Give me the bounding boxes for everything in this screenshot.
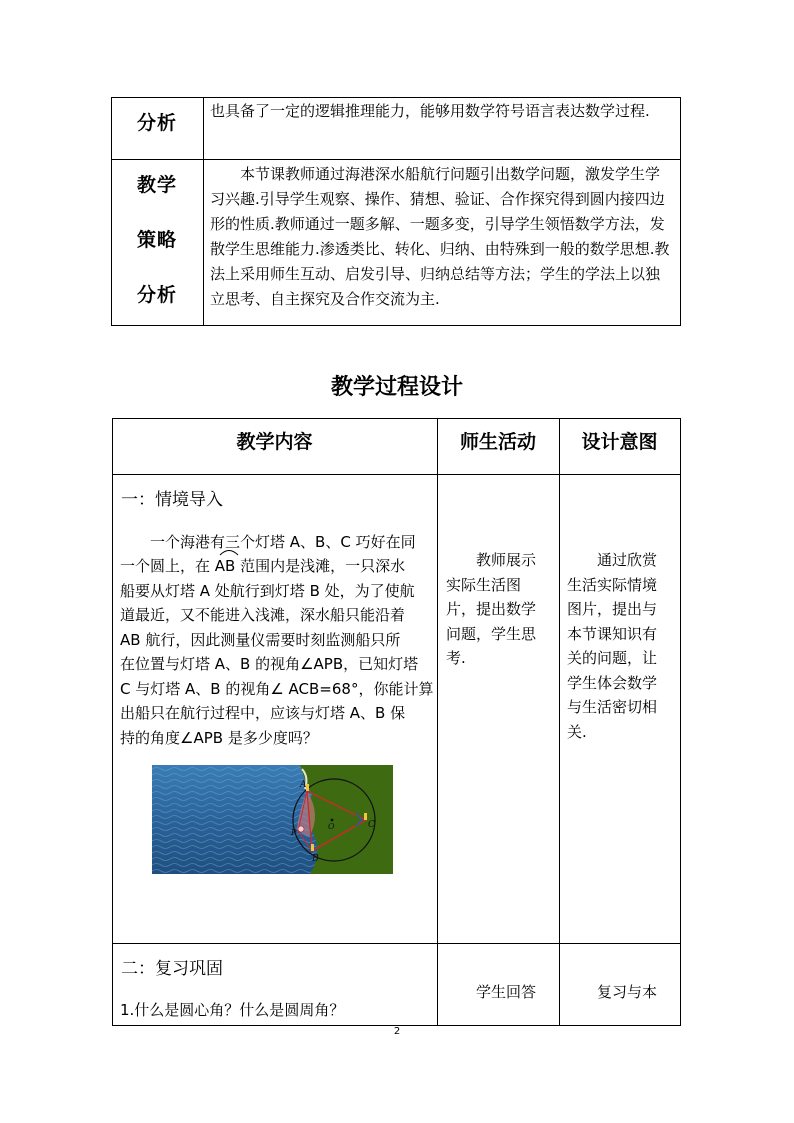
- problem-line: 一个圆上，在 AB 范围内是浅滩，一只深水: [120, 557, 406, 575]
- row-text-strategy: 本节课教师通过海港深水船航行问题引出数学问题，激发学生学习兴趣.引导学生观察、操作、猜想、验证、合作探究得到圆内接四边形的性质.教师通过一题多解、一题多变，引导学生领悟数学方法，发散学生思维能力.渗透类比、转化、归纳、由特殊到一般的数学思想.教法上采用师生互动、启发引导、归纳总结等方法；学生的学法上以独立思考、自主探究及合作交流为主.: [210, 165, 670, 308]
- intent-line: 图片，提出与: [567, 600, 658, 618]
- problem-line: 持的角度∠APB 是多少度吗？: [120, 729, 318, 747]
- header-activity: 师生活动: [459, 431, 536, 453]
- row-label-strategy-3: 分析: [137, 284, 178, 306]
- label-b: B: [312, 854, 319, 864]
- label-o: O: [328, 822, 335, 831]
- problem-line: 一个海港有三个灯塔 A、B、C 巧好在同: [150, 533, 416, 551]
- problem-line: AB 航行，因此测量仪需要时刻监测船只所: [120, 631, 401, 649]
- label-a: A: [300, 780, 307, 790]
- part2-activity: 学生回答: [476, 983, 537, 1001]
- intent-line: 通过欣赏: [597, 551, 658, 569]
- header-content: 教学内容: [236, 431, 313, 453]
- page-number: 2: [393, 1026, 401, 1037]
- intent-line: 关.: [567, 723, 587, 741]
- activity-line: 实际生活图: [446, 576, 522, 594]
- problem-line: 出船只在航行过程中，应该与灯塔 A、B 保: [120, 704, 406, 722]
- problem-line: 道最近，又不能进入浅滩，深水船只能沿着: [120, 606, 406, 624]
- problem-line: 船要从灯塔 A 处航行到灯塔 B 处，为了使航: [120, 582, 415, 600]
- part2-question: 1.什么是圆心角？什么是圆周角？: [120, 1001, 345, 1019]
- part1-title: 一：情境导入: [121, 490, 223, 510]
- label-c: C: [368, 820, 375, 830]
- row-label-strategy-1: 教学: [137, 174, 178, 196]
- intent-line: 本节课知识有: [567, 625, 658, 643]
- activity-line: 教师展示: [476, 551, 537, 569]
- activity-line: 片，提出数学: [446, 600, 537, 618]
- problem-line: 在位置与灯塔 A、B 的视角∠APB，已知灯塔: [120, 655, 419, 673]
- activity-line: 考.: [446, 649, 466, 667]
- label-p: P: [291, 828, 297, 837]
- part2-intent: 复习与本: [597, 983, 658, 1001]
- intent-line: 学生体会数学: [567, 674, 658, 692]
- row-text-analysis: 也具备了一定的逻辑推理能力，能够用数学符号语言表达数学过程.: [210, 102, 650, 120]
- intent-line: 生活实际情境: [567, 576, 658, 594]
- row-label-analysis: 分析: [137, 112, 178, 134]
- row-label-strategy-2: 策略: [137, 229, 178, 251]
- header-intent: 设计意图: [581, 431, 658, 453]
- intent-line: 关的问题，让: [567, 649, 658, 667]
- intent-line: 与生活密切相: [567, 698, 658, 716]
- arc-mark-icon: [218, 546, 240, 556]
- part2-title: 二：复习巩固: [121, 959, 223, 979]
- section-title: 教学过程设计: [330, 375, 463, 400]
- harbor-figure: [152, 765, 393, 874]
- activity-line: 问题，学生思: [446, 625, 537, 643]
- problem-line: C 与灯塔 A、B 的视角∠ ACB=68°，你能计算: [120, 680, 434, 698]
